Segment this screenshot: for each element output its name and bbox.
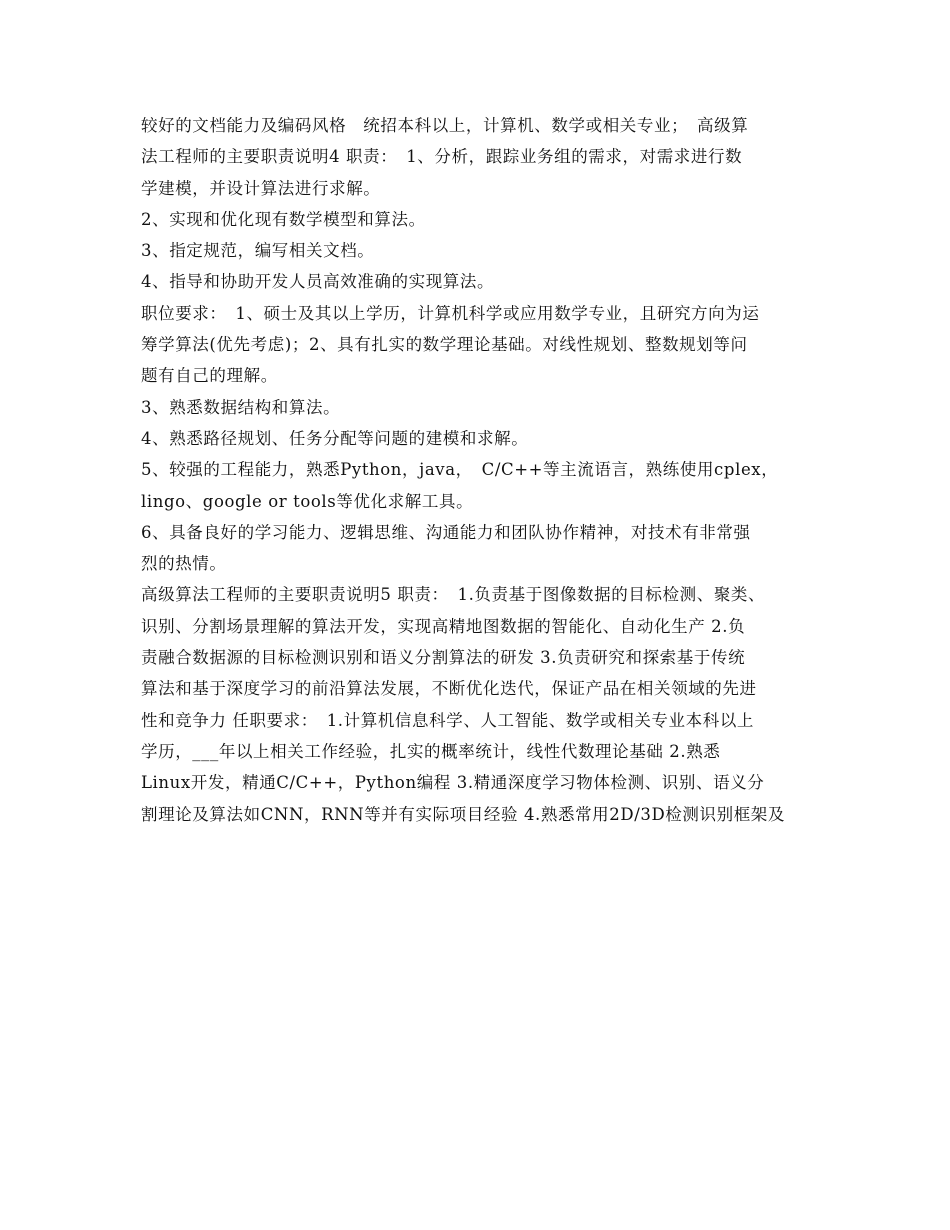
text-line: Linux开发，精通C/C++，Python编程 3.精通深度学习物体检测、识别、语义分 <box>141 773 765 793</box>
text-line: lingo、google or tools等优化求解工具。 <box>141 491 474 511</box>
text-line: 筹学算法(优先考虑)；2、具有扎实的数学理论基础。对线性规划、整数规划等问 <box>141 335 748 355</box>
text-line: 责融合数据源的目标检测识别和语义分割算法的研发 3.负责研究和探索基于传统 <box>141 648 746 668</box>
text-line: 3、指定规范，编写相关文档。 <box>141 241 375 261</box>
text-line: 职位要求： 1、硕士及其以上学历，计算机科学或应用数学专业，且研究方向为运 <box>141 303 760 323</box>
text-line: 性和竞争力 任职要求： 1.计算机信息科学、人工智能、数学或相关专业本科以上 <box>141 710 755 730</box>
text-line: 2、实现和优化现有数学模型和算法。 <box>141 209 426 229</box>
text-line: 法工程师的主要职责说明4 职责： 1、分析，跟踪业务组的需求，对需求进行数 <box>141 147 743 167</box>
text-line: 6、具备良好的学习能力、逻辑思维、沟通能力和团队协作精神，对技术有非常强 <box>141 522 751 542</box>
text-line: 较好的文档能力及编码风格 统招本科以上，计算机、数学或相关专业； 高级算 <box>141 116 749 135</box>
text-line: 4、指导和协助开发人员高效准确的实现算法。 <box>141 272 495 292</box>
text-line: 学历，___年以上相关工作经验，扎实的概率统计，线性代数理论基础 2.熟悉 <box>141 741 721 761</box>
text-line: 学建模，并设计算法进行求解。 <box>141 178 381 198</box>
document-body <box>141 110 831 830</box>
text-line: 题有自己的理解。 <box>141 366 278 386</box>
text-line: 3、熟悉数据结构和算法。 <box>141 397 341 417</box>
text-line: 算法和基于深度学习的前沿算法发展，不断优化迭代，保证产品在相关领域的先进 <box>141 679 757 699</box>
text-line: 高级算法工程师的主要职责说明5 职责： 1.负责基于图像数据的目标检测、聚类、 <box>141 585 766 605</box>
text-line: 烈的热情。 <box>141 554 227 574</box>
text-line: 割理论及算法如CNN，RNN等并有实际项目经验 4.熟悉常用2D/3D检测识别框架及 <box>141 804 785 824</box>
text-line: 5、较强的工程能力，熟悉Python，java， C/C++等主流语言，熟练使用cplex， <box>141 460 779 480</box>
text-line: 4、熟悉路径规划、任务分配等问题的建模和求解。 <box>141 428 529 448</box>
text-line: 识别、分割场景理解的算法开发，实现高精地图数据的智能化、自动化生产 2.负 <box>141 616 746 636</box>
